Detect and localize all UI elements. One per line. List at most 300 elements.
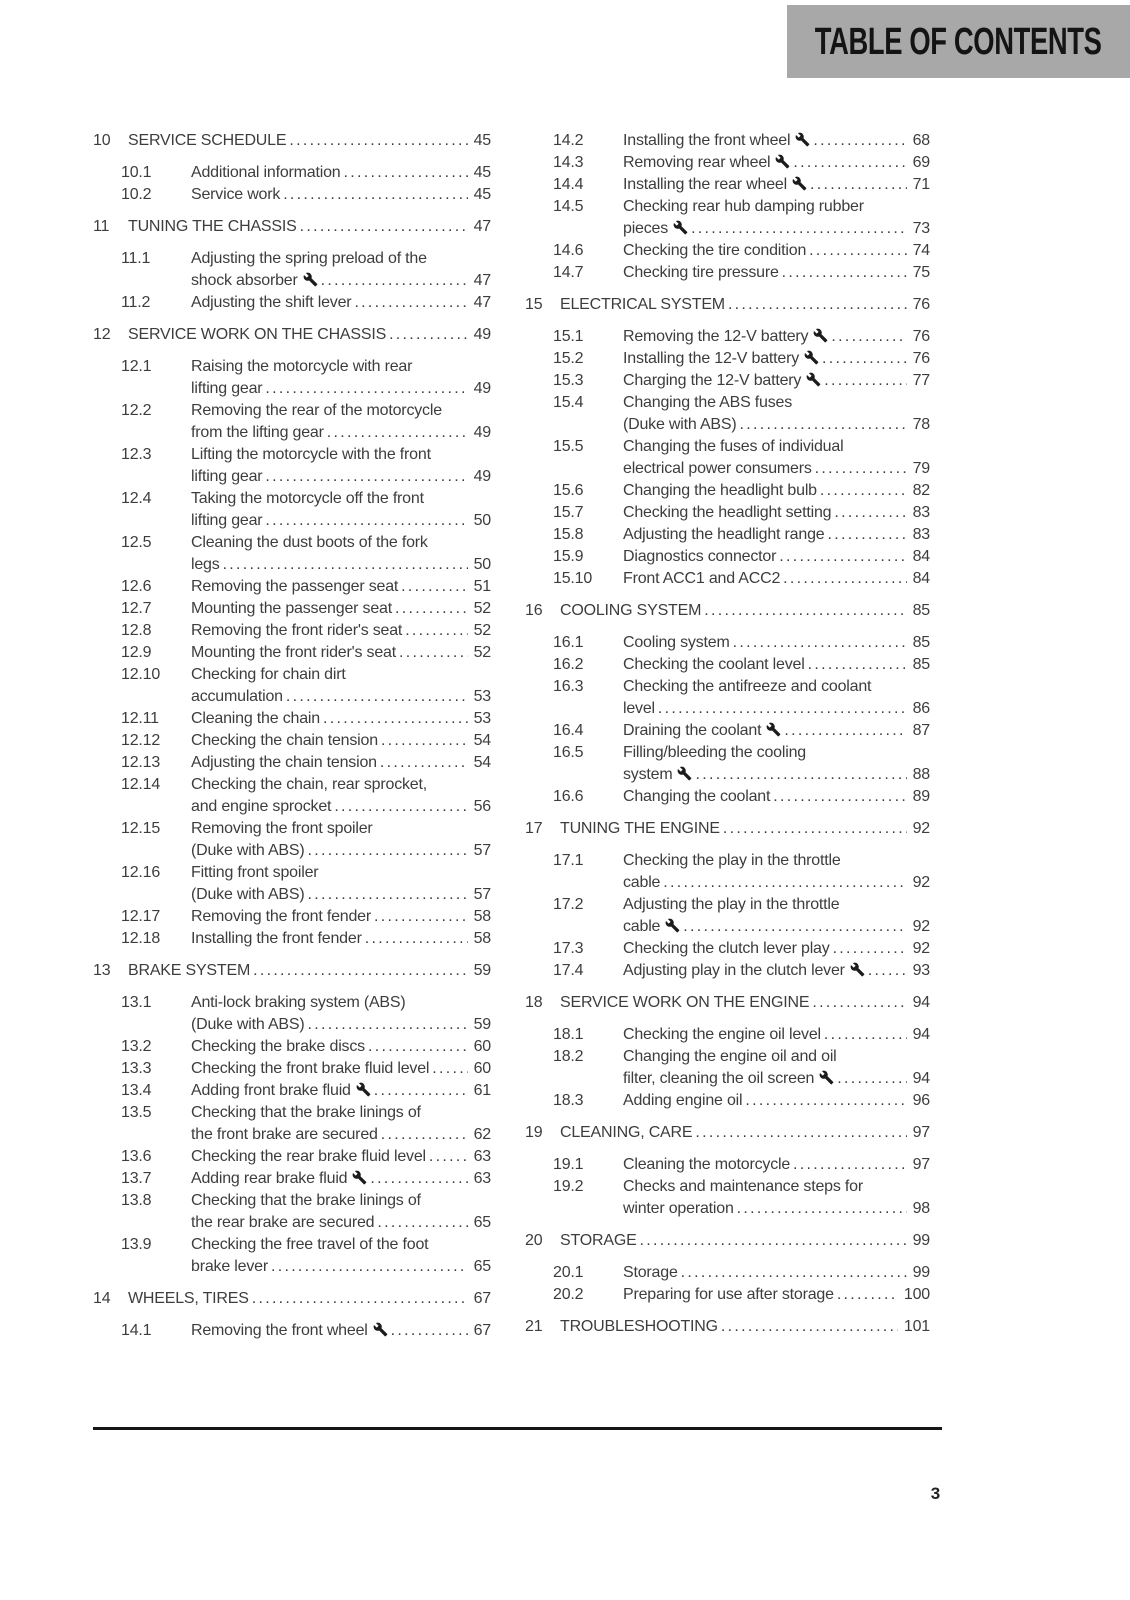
toc-item-number: 18.3 — [553, 1092, 584, 1109]
toc-item-content — [191, 1168, 491, 1190]
toc-item — [525, 960, 930, 982]
toc-section — [525, 600, 930, 808]
section-page-number: 92 — [912, 820, 930, 837]
toc-item-lastline — [623, 152, 930, 174]
section-title: COOLING SYSTEM — [560, 602, 702, 619]
toc-item-number: 12.6 — [121, 578, 152, 595]
dot-leader — [308, 884, 468, 906]
toc-item — [93, 1080, 491, 1102]
toc-item-lastline — [191, 796, 491, 818]
dot-leader — [704, 600, 906, 622]
toc-section — [93, 216, 491, 314]
dot-leader — [691, 218, 907, 240]
toc-item-content — [191, 818, 491, 862]
toc-item — [93, 248, 491, 292]
toc-item-lastline — [191, 554, 491, 576]
toc-item-text: Checking that the brake linings of — [191, 1192, 421, 1209]
toc-item-page-number: 94 — [912, 1026, 930, 1043]
toc-item-lastline — [623, 370, 930, 392]
toc-item-text: Anti-lock braking system (ABS) — [191, 994, 406, 1011]
toc-item-content — [623, 742, 930, 786]
toc-item-text: Installing the front wheel — [623, 132, 791, 149]
dot-leader — [824, 1024, 907, 1046]
toc-item-text: Cleaning the chain — [191, 710, 320, 727]
toc-item-text: Raising the motorcycle with rear — [191, 358, 413, 375]
toc-item-text: cable — [623, 874, 661, 891]
toc-item-text: Changing the ABS fuses — [623, 394, 793, 411]
toc-item-lastline — [623, 458, 930, 480]
toc-item-content — [623, 196, 930, 240]
toc-item-number: 10.2 — [121, 186, 152, 203]
toc-item-text: Lifting the motorcycle with the front — [191, 446, 431, 463]
dot-leader — [721, 1316, 898, 1338]
toc-item-number: 17.2 — [553, 896, 584, 913]
toc-item-lastline — [623, 480, 930, 502]
toc-item-number: 14.6 — [553, 242, 584, 259]
dot-leader — [728, 294, 907, 316]
dot-leader — [779, 546, 906, 568]
toc-item-lastline — [623, 1024, 930, 1046]
toc-item-text: Installing the 12-V battery — [623, 350, 800, 367]
toc-item-page-number: 83 — [912, 526, 930, 543]
toc-item — [525, 480, 930, 502]
toc-item-lastline — [191, 686, 491, 708]
toc-item-lastline — [623, 632, 930, 654]
toc-item-lastline — [191, 162, 491, 184]
toc-item-lastline — [191, 1036, 491, 1058]
toc-item-page-number: 85 — [912, 634, 930, 651]
toc-item — [93, 752, 491, 774]
dot-leader — [265, 466, 467, 488]
toc-section — [525, 818, 930, 982]
toc-item — [525, 370, 930, 392]
toc-item-page-number: 62 — [473, 1126, 491, 1143]
toc-item — [525, 850, 930, 894]
toc-item-lastline — [623, 218, 930, 240]
section-page-number: 49 — [473, 326, 491, 343]
toc-item-text: Service work — [191, 186, 281, 203]
toc-item-page-number: 52 — [473, 644, 491, 661]
dot-leader — [808, 654, 907, 676]
toc-section — [525, 294, 930, 590]
dot-leader — [837, 1068, 906, 1090]
toc-item — [93, 576, 491, 598]
toc-item-lastline — [191, 1146, 491, 1168]
toc-column-left — [93, 130, 491, 1352]
toc-item-content — [623, 938, 930, 960]
dot-leader — [283, 184, 467, 206]
wrench-icon — [792, 176, 807, 191]
toc-item-number: 12.7 — [121, 600, 152, 617]
toc-item-page-number: 67 — [473, 1322, 491, 1339]
toc-item-number: 20.2 — [553, 1286, 584, 1303]
toc-item-content — [191, 774, 491, 818]
toc-item-content — [623, 502, 930, 524]
dot-leader — [793, 1154, 907, 1176]
dot-leader — [271, 1256, 468, 1278]
toc-item-text: Checking the brake discs — [191, 1038, 365, 1055]
toc-section-header — [93, 960, 491, 982]
toc-item-number: 15.1 — [553, 328, 584, 345]
toc-item-number: 18.1 — [553, 1026, 584, 1043]
toc-item-lastline — [623, 326, 930, 348]
dot-leader — [286, 686, 468, 708]
toc-section — [525, 130, 930, 284]
toc-item-number: 13.7 — [121, 1170, 152, 1187]
dot-leader — [745, 1090, 906, 1112]
toc-item — [93, 598, 491, 620]
toc-item-number: 10.1 — [121, 164, 152, 181]
toc-item-text: pieces — [623, 220, 669, 237]
toc-section-header — [525, 1230, 930, 1252]
toc-item-content — [191, 292, 491, 314]
dot-leader — [395, 598, 468, 620]
toc-item-text: Additional information — [191, 164, 341, 181]
toc-item-number: 12.10 — [121, 666, 161, 683]
toc-item-lastline — [623, 1154, 930, 1176]
toc-item-page-number: 45 — [473, 164, 491, 181]
page-title-banner — [787, 5, 1130, 78]
toc-item-content — [191, 1036, 491, 1058]
toc-section — [525, 1230, 930, 1306]
toc-item-lastline — [623, 240, 930, 262]
toc-item-number: 16.4 — [553, 722, 584, 739]
toc-item-number: 13.6 — [121, 1148, 152, 1165]
toc-item-text: Diagnostics connector — [623, 548, 777, 565]
toc-item-text: Removing the rear of the motorcycle — [191, 402, 442, 419]
toc-item-text: Cleaning the dust boots of the fork — [191, 534, 428, 551]
wrench-icon — [373, 1322, 388, 1337]
toc-item-lastline — [623, 654, 930, 676]
toc-item-lastline — [191, 884, 491, 906]
toc-item-lastline — [623, 916, 930, 938]
toc-item — [525, 240, 930, 262]
toc-item-number: 14.7 — [553, 264, 584, 281]
toc-item-content — [623, 894, 930, 938]
toc-item-number: 12.9 — [121, 644, 152, 661]
toc-item-number: 12.12 — [121, 732, 161, 749]
toc-item — [525, 174, 930, 196]
dot-leader — [773, 786, 906, 808]
section-page-number: 85 — [912, 602, 930, 619]
toc-item — [525, 568, 930, 590]
toc-item-lastline — [623, 872, 930, 894]
dot-leader — [380, 752, 468, 774]
toc-item-number: 14.3 — [553, 154, 584, 171]
toc-item-number: 12.18 — [121, 930, 161, 947]
dot-leader — [252, 1288, 468, 1310]
toc-item-lastline — [623, 1284, 930, 1306]
dot-leader — [370, 1168, 467, 1190]
toc-section-header — [525, 818, 930, 840]
toc-item — [93, 862, 491, 906]
toc-item — [93, 184, 491, 206]
toc-section-header — [525, 1316, 930, 1338]
toc-item — [525, 786, 930, 808]
toc-item-content — [623, 348, 930, 370]
section-title: WHEELS, TIRES — [128, 1290, 249, 1307]
section-title: BRAKE SYSTEM — [128, 962, 251, 979]
wrench-icon — [819, 1070, 834, 1085]
toc-item-number: 16.6 — [553, 788, 584, 805]
toc-item-content — [191, 1190, 491, 1234]
toc-item-text: electrical power consumers — [623, 460, 812, 477]
toc-item-lastline — [191, 642, 491, 664]
page-title: TABLE OF CONTENTS — [815, 20, 1102, 63]
toc-item-lastline — [623, 938, 930, 960]
toc-item-content — [623, 960, 930, 982]
toc-item-page-number: 65 — [473, 1214, 491, 1231]
toc-item — [93, 444, 491, 488]
toc-item — [525, 348, 930, 370]
toc-item-text: Changing the fuses of individual — [623, 438, 844, 455]
toc-item-number: 15.4 — [553, 394, 584, 411]
toc-item-text: cable — [623, 918, 661, 935]
toc-item-number: 12.5 — [121, 534, 152, 551]
toc-item-page-number: 76 — [912, 350, 930, 367]
toc-item-text: Adding engine oil — [623, 1092, 743, 1109]
toc-item — [93, 1320, 491, 1342]
toc-section — [93, 324, 491, 950]
toc-item-content — [623, 632, 930, 654]
toc-item-text: Removing the passenger seat — [191, 578, 399, 595]
dot-leader — [695, 764, 906, 786]
toc-item-page-number: 69 — [912, 154, 930, 171]
toc-item-page-number: 58 — [473, 930, 491, 947]
toc-item-content — [191, 598, 491, 620]
section-title: SERVICE WORK ON THE ENGINE — [560, 994, 810, 1011]
toc-section — [93, 130, 491, 206]
dot-leader — [663, 872, 906, 894]
toc-item-lastline — [623, 720, 930, 742]
toc-item-content — [623, 720, 930, 742]
toc-item-text: Taking the motorcycle off the front — [191, 490, 424, 507]
toc-item-number: 11.2 — [121, 294, 151, 311]
toc-item-page-number: 47 — [473, 294, 491, 311]
toc-item-text: lifting gear — [191, 468, 263, 485]
toc-item-content — [623, 1176, 930, 1220]
toc-item-text: Checking the play in the throttle — [623, 852, 841, 869]
toc-item-lastline — [623, 524, 930, 546]
dot-leader — [837, 1284, 898, 1306]
toc-item — [525, 1090, 930, 1112]
table-of-contents — [93, 130, 930, 1352]
toc-item-content — [191, 906, 491, 928]
toc-item-content — [623, 130, 930, 152]
section-title: TUNING THE ENGINE — [560, 820, 720, 837]
toc-item-number: 12.15 — [121, 820, 161, 837]
toc-item — [525, 1262, 930, 1284]
toc-item-content — [623, 1262, 930, 1284]
toc-item-content — [191, 532, 491, 576]
toc-item-text: legs — [191, 556, 220, 573]
toc-item-number: 19.2 — [553, 1178, 584, 1195]
toc-item-page-number: 52 — [473, 600, 491, 617]
toc-item-page-number: 98 — [912, 1200, 930, 1217]
wrench-icon — [850, 962, 865, 977]
dot-leader — [834, 502, 906, 524]
toc-item-page-number: 68 — [912, 132, 930, 149]
toc-item-text: Front ACC1 and ACC2 — [623, 570, 781, 587]
toc-item-number: 15.10 — [553, 570, 593, 587]
toc-item-text: Preparing for use after storage — [623, 1286, 834, 1303]
toc-item-content — [191, 576, 491, 598]
toc-item-content — [191, 162, 491, 184]
toc-item-number: 14.1 — [121, 1322, 152, 1339]
toc-item-text: (Duke with ABS) — [191, 886, 305, 903]
toc-item-page-number: 88 — [912, 766, 930, 783]
dot-leader — [813, 130, 906, 152]
toc-item-page-number: 53 — [473, 710, 491, 727]
toc-item-text: Charging the 12-V battery — [623, 372, 802, 389]
toc-item-number: 12.8 — [121, 622, 152, 639]
toc-item-content — [191, 928, 491, 950]
toc-item-page-number: 82 — [912, 482, 930, 499]
toc-item-lastline — [191, 292, 491, 314]
dot-leader — [723, 818, 907, 840]
toc-item-page-number: 89 — [912, 788, 930, 805]
dot-leader — [793, 152, 906, 174]
dot-leader — [640, 1230, 907, 1252]
toc-item-content — [623, 546, 930, 568]
toc-item-lastline — [191, 752, 491, 774]
toc-item-page-number: 86 — [912, 700, 930, 717]
toc-item — [93, 532, 491, 576]
toc-item-text: the front brake are secured — [191, 1126, 378, 1143]
section-number: 12 — [93, 326, 111, 343]
toc-item-page-number: 50 — [473, 512, 491, 529]
toc-item-content — [191, 488, 491, 532]
toc-item-content — [623, 850, 930, 894]
toc-item-lastline — [191, 510, 491, 532]
toc-item-page-number: 50 — [473, 556, 491, 573]
toc-item-text: Adjusting the spring preload of the — [191, 250, 427, 267]
toc-item — [93, 1058, 491, 1080]
toc-item-text: (Duke with ABS) — [191, 1016, 305, 1033]
toc-section — [525, 1122, 930, 1220]
toc-item-content — [623, 262, 930, 284]
section-number: 21 — [525, 1318, 543, 1335]
toc-item-text: Storage — [623, 1264, 678, 1281]
toc-item-lastline — [623, 960, 930, 982]
toc-item-lastline — [623, 546, 930, 568]
toc-item-text: and engine sprocket — [191, 798, 332, 815]
toc-item-page-number: 84 — [912, 548, 930, 565]
toc-item-content — [191, 862, 491, 906]
toc-item-page-number: 93 — [912, 962, 930, 979]
toc-item-lastline — [191, 1058, 491, 1080]
toc-item-number: 13.3 — [121, 1060, 152, 1077]
dot-leader — [365, 928, 468, 950]
toc-item-text: Changing the headlight bulb — [623, 482, 817, 499]
toc-item-page-number: 54 — [473, 754, 491, 771]
toc-item — [93, 928, 491, 950]
section-number: 15 — [525, 296, 543, 313]
toc-item-lastline — [191, 708, 491, 730]
toc-item — [93, 818, 491, 862]
toc-item-text: lifting gear — [191, 380, 263, 397]
toc-item — [525, 130, 930, 152]
dot-leader — [354, 292, 467, 314]
dot-leader — [737, 1198, 907, 1220]
toc-item-number: 14.4 — [553, 176, 584, 193]
toc-item — [93, 400, 491, 444]
toc-item-page-number: 49 — [473, 468, 491, 485]
toc-item-text: Checking the chain, rear sprocket, — [191, 776, 427, 793]
toc-item-lastline — [623, 764, 930, 786]
dot-leader — [783, 568, 906, 590]
toc-item-page-number: 57 — [473, 842, 491, 859]
dot-leader — [824, 370, 906, 392]
toc-item — [525, 894, 930, 938]
toc-item-number: 16.1 — [553, 634, 584, 651]
toc-item-content — [191, 708, 491, 730]
toc-item-page-number: 53 — [473, 688, 491, 705]
dot-leader — [374, 906, 468, 928]
toc-item-number: 13.4 — [121, 1082, 152, 1099]
toc-item-number: 16.5 — [553, 744, 584, 761]
toc-item-text: system — [623, 766, 673, 783]
section-title: ELECTRICAL SYSTEM — [560, 296, 725, 313]
toc-item-text: Checking tire pressure — [623, 264, 779, 281]
toc-item-page-number: 84 — [912, 570, 930, 587]
toc-item-page-number: 77 — [912, 372, 930, 389]
dot-leader — [405, 620, 467, 642]
toc-item-page-number: 97 — [912, 1156, 930, 1173]
toc-item-text: Checking rear hub damping rubber — [623, 198, 864, 215]
toc-item — [93, 642, 491, 664]
toc-item-text: winter operation — [623, 1200, 734, 1217]
toc-item-number: 11.1 — [121, 250, 151, 267]
toc-item-number: 15.8 — [553, 526, 584, 543]
toc-item-content — [623, 1284, 930, 1306]
toc-item-content — [191, 1102, 491, 1146]
toc-item-page-number: 99 — [912, 1264, 930, 1281]
dot-leader — [683, 916, 906, 938]
toc-item-number: 16.3 — [553, 678, 584, 695]
toc-item-number: 12.2 — [121, 402, 152, 419]
toc-item-content — [623, 786, 930, 808]
toc-item-number: 13.8 — [121, 1192, 152, 1209]
section-page-number: 94 — [912, 994, 930, 1011]
toc-item-number: 13.5 — [121, 1104, 152, 1121]
toc-item-lastline — [191, 1168, 491, 1190]
toc-section-header — [93, 324, 491, 346]
toc-section-header — [93, 130, 491, 152]
toc-item-number: 15.9 — [553, 548, 584, 565]
toc-item-page-number: 52 — [473, 622, 491, 639]
toc-item-number: 15.5 — [553, 438, 584, 455]
toc-item-lastline — [623, 1198, 930, 1220]
toc-item-lastline — [191, 1124, 491, 1146]
toc-item-content — [623, 1046, 930, 1090]
toc-item-lastline — [191, 576, 491, 598]
wrench-icon — [795, 132, 810, 147]
toc-item-content — [623, 326, 930, 348]
toc-item-number: 17.1 — [553, 852, 584, 869]
toc-item — [525, 1284, 930, 1306]
wrench-icon — [813, 328, 828, 343]
toc-item — [93, 292, 491, 314]
dot-leader — [289, 130, 467, 152]
toc-item-content — [623, 174, 930, 196]
toc-item-text: Changing the engine oil and oil — [623, 1048, 837, 1065]
toc-item-content — [623, 1154, 930, 1176]
toc-item-number: 15.7 — [553, 504, 584, 521]
dot-leader — [334, 796, 467, 818]
toc-item-page-number: 96 — [912, 1092, 930, 1109]
toc-item-lastline — [623, 786, 930, 808]
